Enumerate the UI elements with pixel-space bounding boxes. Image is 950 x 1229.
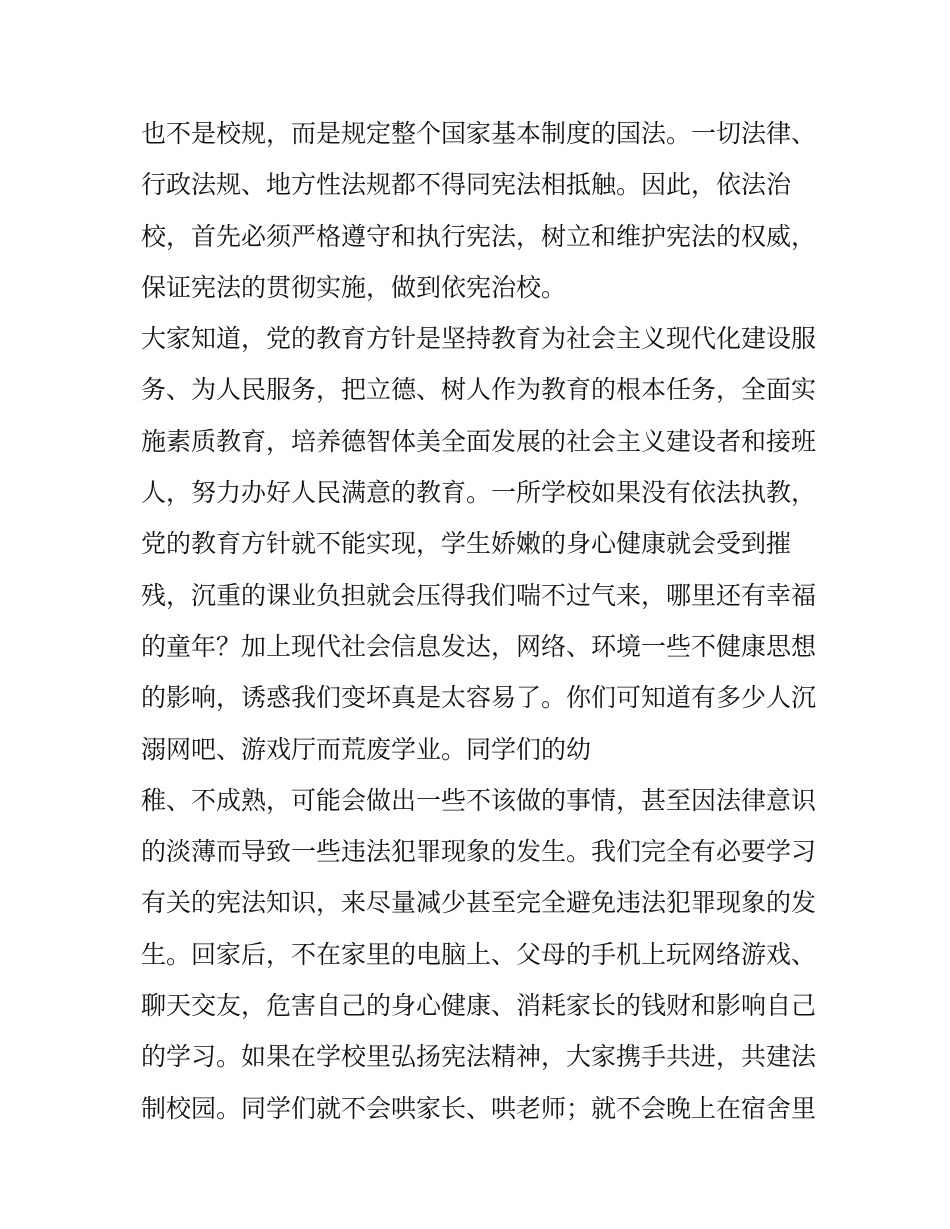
text-line: 也不是校规，而是规定整个国家基本制度的国法。一切法律、 (141, 119, 817, 148)
body-text (141, 108, 821, 1134)
text-line: 有关的宪法知识，来尽量减少甚至完全避免违法犯罪现象的发 (141, 888, 817, 918)
text-line: 校，首先必须严格遵守和执行宪法，树立和维护宪法的权威， (141, 221, 817, 251)
text-line: 的童年？加上现代社会信息发达，网络、环境一些不健康思想 (141, 631, 817, 661)
text-line: 生。回家后，不在家里的电脑上、父母的手机上玩网络游戏、 (141, 939, 817, 969)
text-line: 务、为人民服务，把立德、树人作为教育的根本任务，全面实 (141, 375, 817, 405)
text-line: 人，努力办好人民满意的教育。一所学校如果没有依法执教， (141, 478, 817, 508)
text-line: 行政法规、地方性法规都不得同宪法相抵触。因此，依法治 (141, 170, 792, 200)
text-line: 的影响，诱惑我们变坏真是太容易了。你们可知道有多少人沉 (141, 683, 817, 713)
text-line: 施素质教育，培养德智体美全面发展的社会主义建设者和接班 (141, 426, 817, 456)
text-line: 党的教育方针就不能实现，学生娇嫩的身心健康就会受到摧 (141, 529, 792, 559)
text-line: 的学习。如果在学校里弘扬宪法精神，大家携手共进，共建法 (141, 1042, 817, 1072)
text-line: 溺网吧、游戏厅而荒废学业。同学们的幼 (141, 734, 592, 764)
text-line: 聊天交友，危害自己的身心健康、消耗家长的钱财和影响自己 (141, 991, 817, 1021)
text-line: 保证宪法的贯彻实施，做到依宪治校。 (141, 272, 567, 302)
text-line: 稚、不成熟，可能会做出一些不该做的事情，甚至因法律意识 (141, 785, 817, 815)
text-line: 残，沉重的课业负担就会压得我们喘不过气来，哪里还有幸福 (141, 580, 817, 610)
text-line: 制校园。同学们就不会哄家长、哄老师；就不会晚上在宿舍里 (141, 1093, 817, 1123)
text-line: 的淡薄而导致一些违法犯罪现象的发生。我们完全有必要学习 (141, 837, 817, 867)
text-line: 大家知道，党的教育方针是坚持教育为社会主义现代化建设服 (141, 324, 817, 354)
